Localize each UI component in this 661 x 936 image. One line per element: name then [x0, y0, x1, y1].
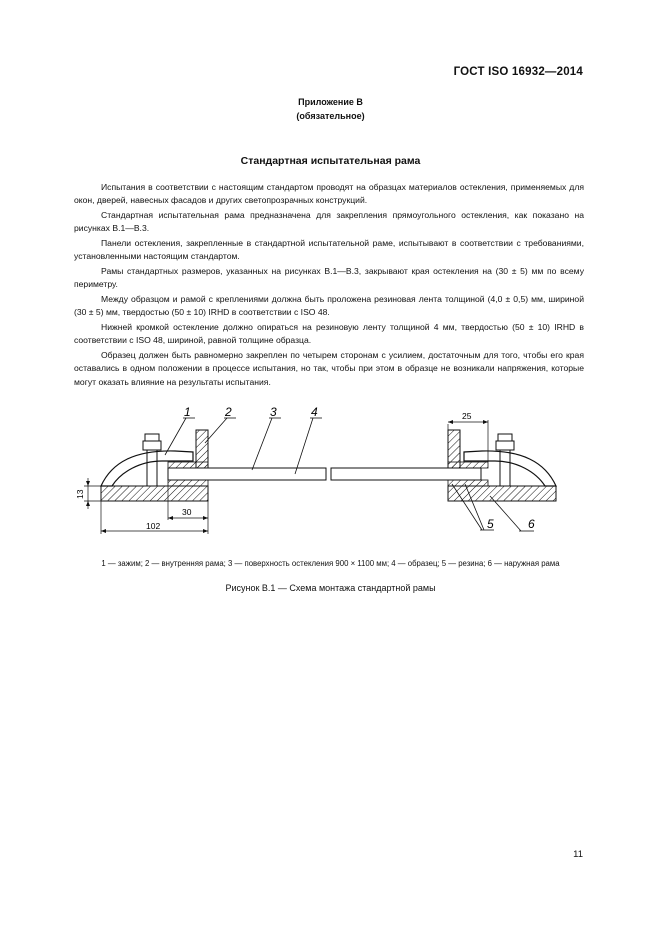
frame-mounting-diagram	[0, 390, 661, 550]
dimension-102: 102	[146, 521, 161, 531]
dimension-30: 30	[182, 507, 192, 517]
annex-heading	[0, 95, 661, 123]
annex-status: (обязательное)	[296, 111, 365, 121]
standard-designation: ГОСТ ISO 16932—2014	[453, 66, 583, 78]
rubber-left-bottom	[168, 480, 208, 486]
outer-frame-right	[448, 486, 556, 501]
inner-frame-right-vertical	[448, 430, 460, 468]
dimension-13: 13	[75, 489, 85, 499]
callout-4: 4	[311, 405, 318, 419]
section-title: Стандартная испытательная рама	[240, 155, 421, 167]
outer-frame-left	[101, 486, 208, 501]
specimen-glass-right	[331, 468, 481, 480]
clamp-bolt-left	[147, 450, 157, 486]
diagram-svg	[0, 390, 661, 550]
paragraph: Панели остекления, закрепленные в стандартной испытательной раме, испытывают в соответствии с требованиями, установленными настоящим стандартом.	[74, 238, 584, 262]
clamp-nut-left	[143, 441, 161, 450]
paragraph: Между образцом и рамой с креплениями должна быть проложена резиновая лента толщиной (4,0 ± 0,5) мм, шириной (30 ± 5) мм, твердостью (50 ± 10) IRHD в соответствии с ISO 48.	[74, 294, 584, 318]
callout-2: 2	[225, 405, 232, 419]
annex-title: Приложение В	[298, 97, 363, 107]
paragraph: Рамы стандартных размеров, указанных на рисунках В.1—В.3, закрывают края остекления на (30 ± 5) мм по всему периметру.	[74, 266, 584, 290]
paragraph: Испытания в соответствии с настоящим стандартом проводят на образцах материалов остекления, применяемых для окон, дверей, навесных фасадов и других светопрозрачных конструкций.	[74, 182, 584, 206]
inner-frame-left-vertical	[196, 430, 208, 468]
callout-5: 5	[487, 517, 494, 531]
body-text	[74, 181, 584, 390]
callout-3: 3	[270, 405, 277, 419]
figure-caption: Рисунок В.1 — Схема монтажа стандартной рамы	[225, 583, 436, 593]
rubber-right-bottom	[448, 480, 488, 486]
figure-legend: 1 — зажим; 2 — внутренняя рама; 3 — поверхность остекления 900 × 1100 мм; 4 — образец; 5 — резина; 6 — наружная рама	[101, 559, 560, 568]
clamp-nut-right-top	[498, 434, 512, 441]
paragraph: Стандартная испытательная рама предназначена для закрепления прямоугольного остекления, как показано на рисунках В.1—В.3.	[74, 210, 584, 234]
clamp-nut-right	[496, 441, 514, 450]
page-number: 11	[573, 849, 583, 860]
callout-1: 1	[184, 405, 191, 419]
callout-6: 6	[528, 517, 535, 531]
dimension-25: 25	[462, 411, 472, 421]
paragraph: Образец должен быть равномерно закреплен по четырем сторонам с усилием, достаточным для того, чтобы его края оставались в одном положении в процессе испытания, но так, чтобы при этом в образце не возникали напряжения, которые могут оказать влияние на результаты испытания.	[74, 350, 584, 387]
paragraph: Нижней кромкой остекление должно опираться на резиновую ленту толщиной 4 мм, твердостью (50 ± 10) IRHD в соответствии с ISO 48, шириной, равной толщине образца.	[74, 322, 584, 346]
specimen-glass-left	[168, 468, 326, 480]
clamp-bolt-right	[500, 450, 510, 486]
clamp-nut-left-top	[145, 434, 159, 441]
